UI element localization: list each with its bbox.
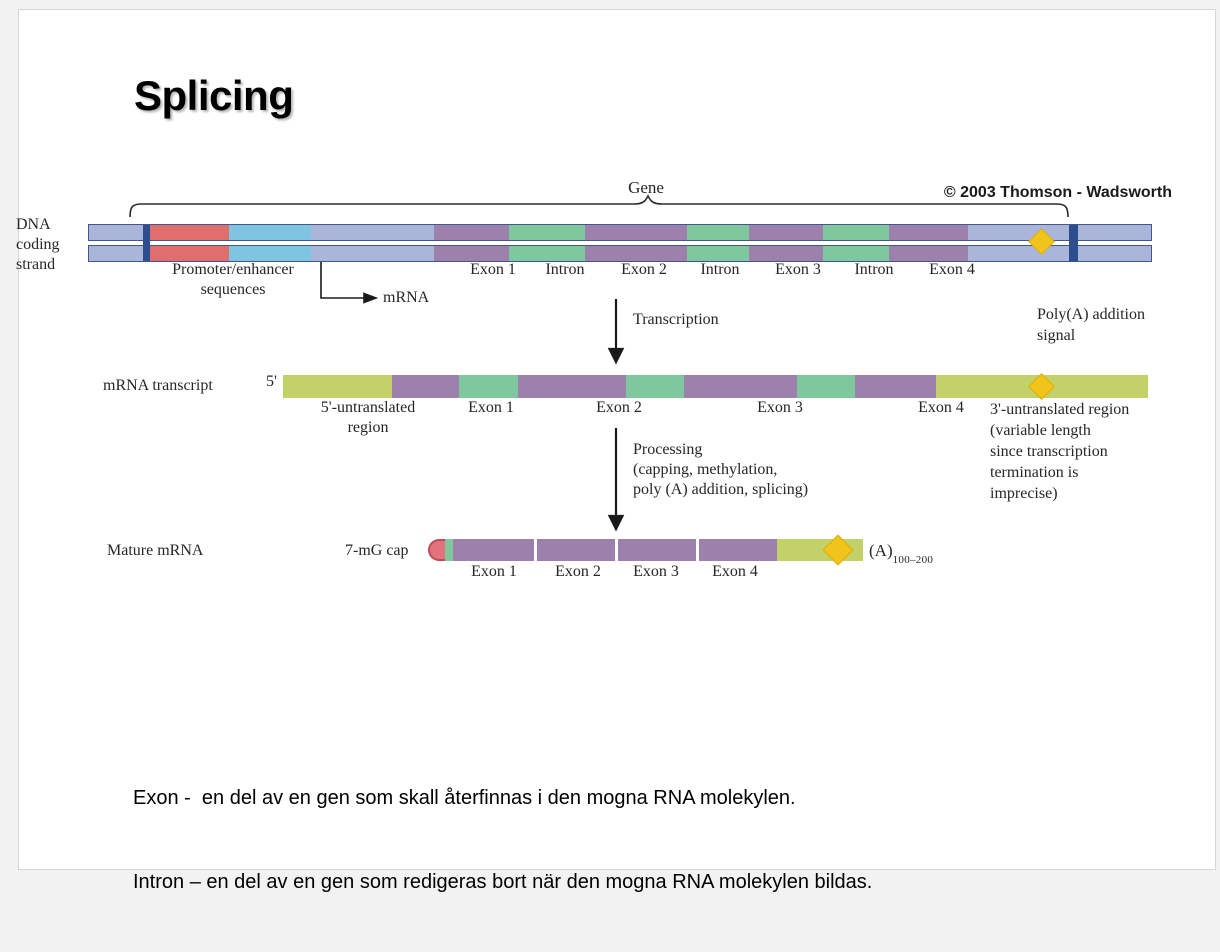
segment-exon-3 bbox=[684, 375, 797, 398]
five-prime-label: 5' bbox=[266, 373, 277, 390]
transcript-exon1-label: Exon 1 bbox=[468, 399, 514, 416]
slide-title: Splicing bbox=[134, 72, 294, 119]
mature-mrna-label: Mature mRNA bbox=[107, 542, 204, 559]
segment-exon-2 bbox=[518, 375, 626, 398]
promoter-label-line2: sequences bbox=[200, 281, 266, 298]
segment-intron bbox=[823, 225, 889, 261]
segment-downstream bbox=[1078, 225, 1151, 261]
segment-polyA-signal-region bbox=[968, 225, 1069, 261]
utr5-label-line2: region bbox=[347, 419, 389, 436]
utr3-label-block: 3'-untranslated region (variable length since transcription termination is imprecise) bbox=[990, 401, 1130, 502]
segment-promoter-enhancer bbox=[150, 225, 229, 261]
utr5-label-line1: 5'-untranslated bbox=[320, 399, 416, 416]
dna-coding-strand-label: DNA coding strand bbox=[16, 216, 60, 273]
segment-upstream bbox=[89, 225, 143, 261]
dna-intron-label: Intron bbox=[854, 261, 894, 278]
segment-gene-start-site bbox=[143, 225, 150, 261]
segment-exon-4 bbox=[699, 539, 777, 561]
segment-intron bbox=[797, 375, 855, 398]
segment-exon-1 bbox=[434, 225, 509, 261]
polya-tail-label bbox=[869, 541, 934, 567]
segment-gene-end-site bbox=[1069, 225, 1078, 261]
segment-exon-2 bbox=[585, 225, 687, 261]
segment-5-utr bbox=[445, 539, 453, 561]
segment-exon-4 bbox=[889, 225, 968, 261]
segment-7mg-cap bbox=[428, 539, 445, 561]
transcript-exon3-label: Exon 3 bbox=[757, 399, 803, 416]
mature-exon1-label: Exon 1 bbox=[471, 563, 517, 580]
mrna-arrow-label: mRNA bbox=[383, 289, 430, 306]
intron-definition: Intron – en del av en gen som redigeras bort när den mogna RNA molekylen bildas. bbox=[133, 871, 873, 893]
dna-strand-bar bbox=[88, 224, 1152, 262]
transcription-label: Transcription bbox=[633, 311, 719, 328]
mature-mrna-bar bbox=[428, 539, 863, 561]
segment-exon-4 bbox=[855, 375, 936, 398]
segment-exon-3 bbox=[749, 225, 823, 261]
segment-intron bbox=[687, 225, 749, 261]
promoter-label-line1: Promoter/enhancer bbox=[172, 261, 294, 278]
dna-exon4-label: Exon 4 bbox=[929, 261, 975, 278]
mature-exon4-label: Exon 4 bbox=[712, 563, 758, 580]
dna-exon2-label: Exon 2 bbox=[621, 261, 667, 278]
processing-label-block: Processing (capping, methylation, poly (A) addition, splicing) bbox=[633, 441, 809, 498]
7mg-cap-label: 7-mG cap bbox=[345, 542, 409, 559]
mrna-transcript-bar bbox=[283, 375, 1148, 398]
polya-tail-count: 100–200 bbox=[892, 554, 934, 567]
gene-label: Gene bbox=[628, 178, 664, 197]
definitions-text bbox=[133, 728, 872, 952]
polya-tail-a: (A) bbox=[869, 541, 893, 560]
polya-addition-signal-label: Poly(A) addition signal bbox=[1037, 306, 1145, 344]
dna-exon3-label: Exon 3 bbox=[775, 261, 821, 278]
mature-exon3-label: Exon 3 bbox=[633, 563, 679, 580]
segment-5-utr bbox=[283, 375, 392, 398]
segment-promoter-enhancer bbox=[229, 225, 311, 261]
dna-exon1-label: Exon 1 bbox=[470, 261, 516, 278]
segment-intron bbox=[626, 375, 684, 398]
segment-intron bbox=[509, 225, 585, 261]
segment-exon-2 bbox=[537, 539, 615, 561]
segment-intron bbox=[459, 375, 518, 398]
mrna-transcript-label: mRNA transcript bbox=[103, 377, 213, 394]
segment-exon-3 bbox=[618, 539, 696, 561]
transcript-exon4-label: Exon 4 bbox=[918, 399, 964, 416]
transcript-exon2-label: Exon 2 bbox=[596, 399, 642, 416]
mature-exon2-label: Exon 2 bbox=[555, 563, 601, 580]
dna-intron-label: Intron bbox=[545, 261, 585, 278]
exon-definition: Exon - en del av en gen som skall återfinnas i den mogna RNA molekylen. bbox=[133, 787, 796, 809]
copyright-text: © 2003 Thomson - Wadsworth bbox=[943, 184, 1172, 201]
segment-exon-1 bbox=[453, 539, 534, 561]
dna-intron-label: Intron bbox=[700, 261, 740, 278]
segment-5-flank bbox=[311, 225, 434, 261]
segment-exon-1 bbox=[392, 375, 459, 398]
